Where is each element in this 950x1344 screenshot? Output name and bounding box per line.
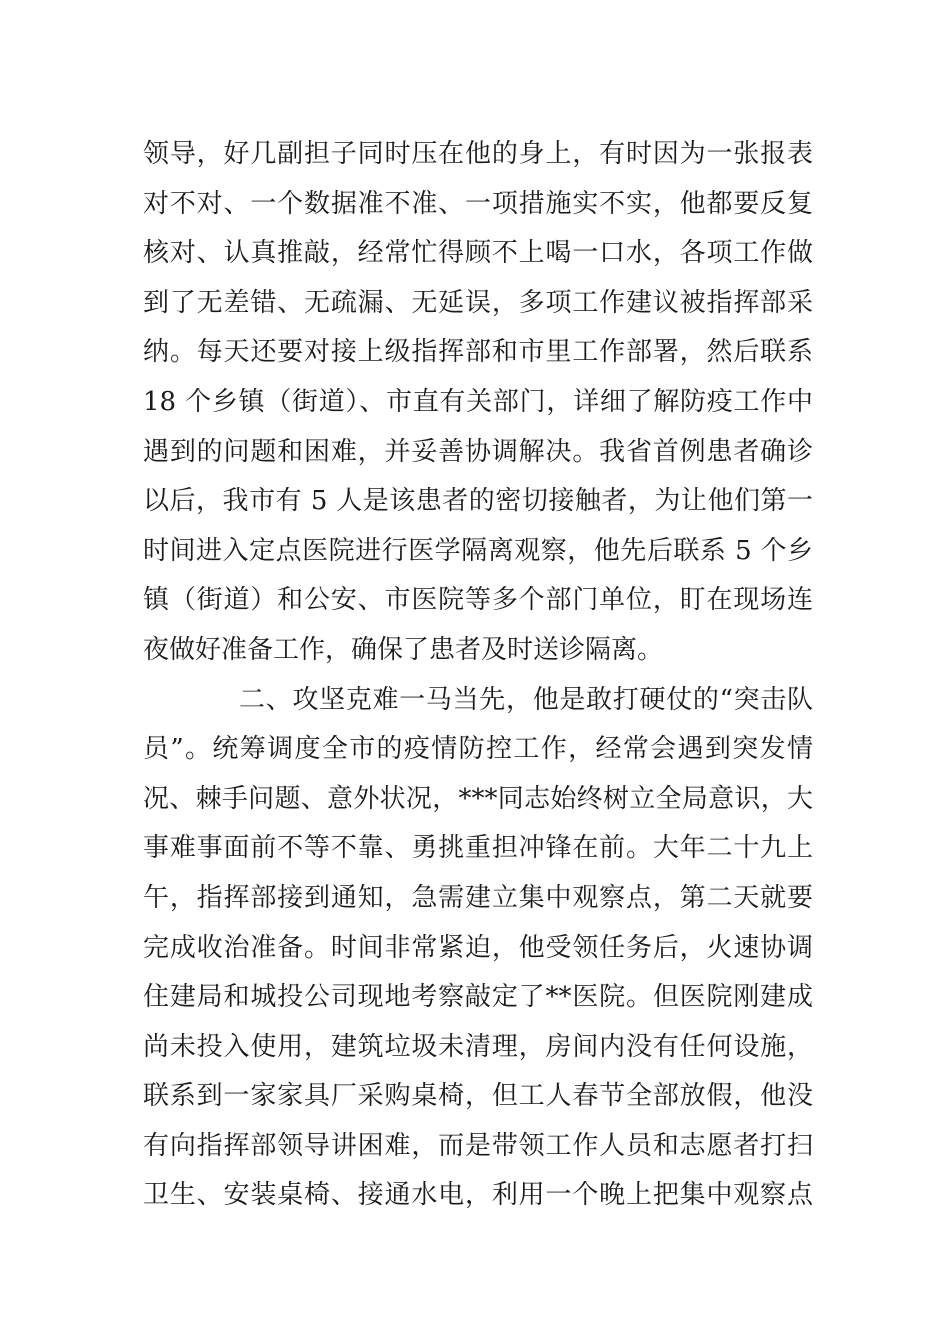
text-line: 遇到的问题和困难，并妥善协调解决。我省首例患者确诊 [143, 436, 813, 467]
text-line: 到了无差错、无疏漏、无延误，多项工作建议被指挥部采 [143, 287, 813, 318]
section-heading-line: 二、攻坚克难一马当先，他是敢打硬仗的“突击队 [239, 684, 813, 715]
text-line: 核对、认真推敲，经常忙得顾不上喝一口水，各项工作做 [143, 238, 813, 269]
text-line: 领导，好几副担子同时压在他的身上，有时因为一张报表 [143, 139, 813, 169]
text-line: 完成收治准备。时间非常紧迫，他受领任务后，火速协调 [143, 932, 813, 963]
text-line: 对不对、一个数据准不准、一项措施实不实，他都要反复 [143, 188, 813, 219]
text-line: 况、棘手问题、意外状况，***同志始终树立全局意识，大 [143, 783, 813, 814]
text-line: 员”。统筹调度全市的疫情防控工作，经常会遇到突发情 [143, 734, 813, 765]
text-line: 住建局和城投公司现地考察敲定了**医院。但医院刚建成 [143, 982, 813, 1013]
text-line: 事难事面前不等不靠、勇挑重担冲锋在前。大年二十九上 [143, 833, 813, 864]
text-line: 纳。每天还要对接上级指挥部和市里工作部署，然后联系 [143, 337, 813, 368]
text-line: 18 个乡镇（街道）、市直有关部门，详细了解防疫工作中 [143, 386, 813, 417]
text-line: 联系到一家家具厂采购桌椅，但工人春节全部放假，他没 [143, 1081, 813, 1112]
text-line: 午，指挥部接到通知，急需建立集中观察点，第二天就要 [143, 882, 813, 913]
text-line: 以后，我市有 5 人是该患者的密切接触者，为让他们第一 [143, 486, 813, 517]
text-line: 有向指挥部领导讲困难，而是带领工作人员和志愿者打扫 [143, 1130, 813, 1161]
text-line: 镇（街道）和公安、市医院等多个部门单位，盯在现场连 [143, 585, 813, 616]
text-line: 卫生、安装桌椅、接通水电，利用一个晚上把集中观察点 [143, 1180, 813, 1211]
paragraph-end-line: 夜做好准备工作，确保了患者及时送诊隔离。 [143, 634, 664, 665]
body-text [143, 130, 813, 1221]
text-line: 尚未投入使用，建筑垃圾未清理，房间内没有任何设施， [143, 1031, 813, 1062]
text-line: 时间进入定点医院进行医学隔离观察，他先后联系 5 个乡 [143, 535, 813, 566]
